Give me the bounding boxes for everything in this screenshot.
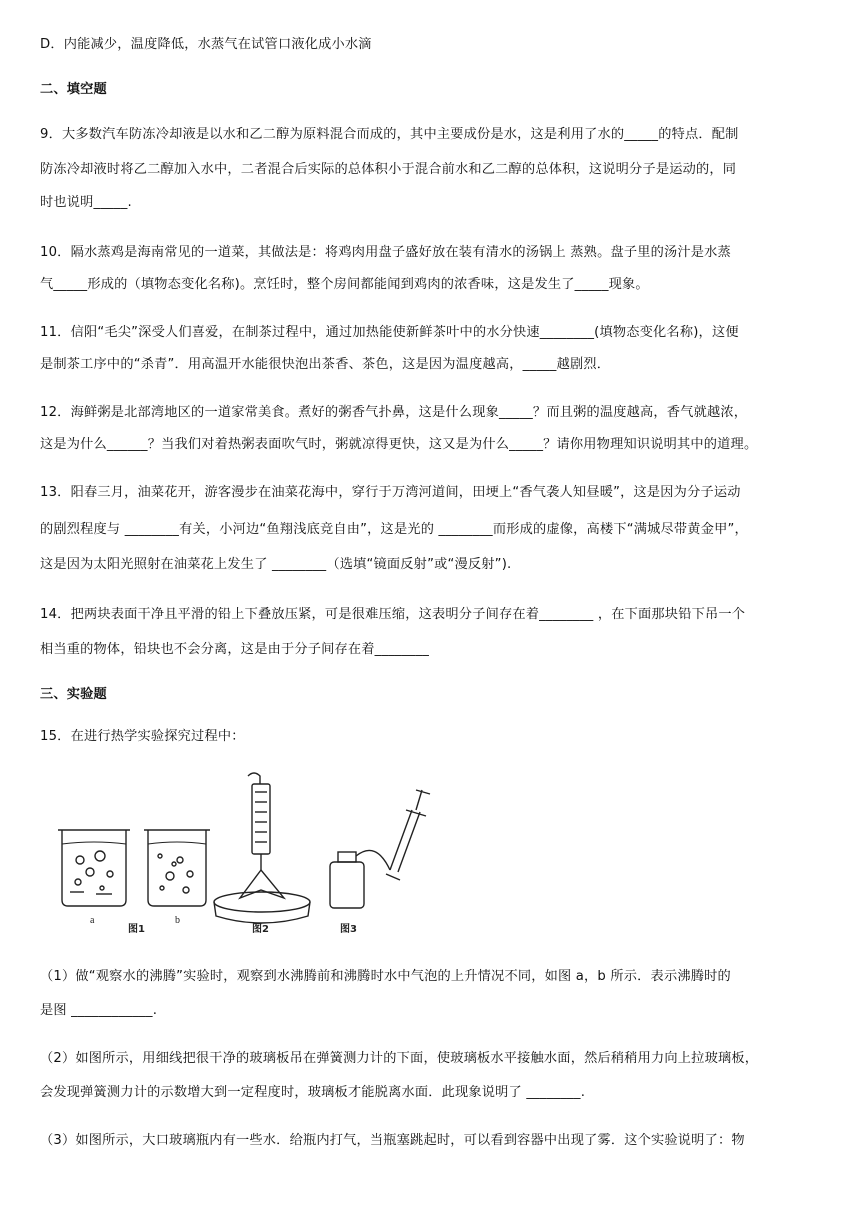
- section-heading-experiment: 三、实验题: [40, 687, 107, 702]
- option-d: D．内能减少，温度降低，水蒸气在试管口液化成小水滴: [40, 37, 372, 52]
- beaker-a: [58, 830, 130, 906]
- q12-line-2: 这是为什么______？当我们对着热粥表面吹气时，粥就凉得更快，这又是为什么_____？请你用物理知识说明其中的道理。: [40, 437, 758, 452]
- q12-line-1: 12．海鲜粥是北部湾地区的一道家常美食。煮好的粥香气扑鼻，这是什么现象_____？而且粥的温度越高，香气就越浓，: [40, 405, 748, 420]
- q9-line-3: 时也说明_____.: [40, 195, 132, 210]
- caption-fig3: 图3: [340, 924, 357, 935]
- q11-line-2: 是制茶工序中的“杀青”．用高温开水能很快泡出茶香、茶色，这是因为温度越高，_____越剧烈．: [40, 357, 611, 372]
- label-a: a: [90, 915, 95, 926]
- bottle-pump-setup: [330, 790, 430, 908]
- beaker-b: [144, 830, 210, 906]
- label-b: b: [175, 915, 180, 926]
- q11-line-1: 11．信阳“毛尖”深受人们喜爱，在制茶过程中，通过加热能使新鲜茶叶中的水分快速________(填物态变化名称)，这便: [40, 325, 739, 340]
- q10-line-2: 气_____形成的（填物态变化名称)。烹饪时，整个房间都能闻到鸡肉的浓香味，这是发生了_____现象。: [40, 277, 649, 292]
- q9-line-2: 防冻冷却液时将乙二醇加入水中，二者混合后实际的总体积小于混合前水和乙二醇的总体积，这说明分子是运动的，同: [40, 162, 737, 177]
- sub3-line-1: （3）如图所示，大口玻璃瓶内有一些水．给瓶内打气，当瓶塞跳起时，可以看到容器中出现了雾．这个实验说明了：物: [40, 1133, 745, 1148]
- q13-line-2: 的剧烈程度与 ________有关，小河边“鱼翔浅底竞自由”，这是光的 ________而形成的虚像，高楼下“满城尽带黄金甲”，: [40, 522, 748, 537]
- experiment-figure-svg: [40, 770, 460, 940]
- section-heading-fill-in: 二、填空题: [40, 82, 107, 97]
- q14-line-2: 相当重的物体，铅块也不会分离，这是由于分子间存在着________: [40, 642, 430, 657]
- sub2-line-2: 会发现弹簧测力计的示数增大到一定程度时，玻璃板才能脱离水面．此现象说明了 ________.: [40, 1085, 586, 1100]
- q13-line-3: 这是因为太阳光照射在油菜花上发生了 ________（选填“镜面反射”或“漫反射”).: [40, 557, 512, 572]
- sub2-line-1: （2）如图所示，用细线把很干净的玻璃板吊在弹簧测力计的下面，使玻璃板水平接触水面，然后稍稍用力向上拉玻璃板，: [40, 1051, 759, 1066]
- q14-line-1: 14．把两块表面干净且平滑的铅上下叠放压紧，可是很难压缩，这表明分子间存在着________ ，在下面那块铅下吊一个: [40, 607, 746, 622]
- caption-fig2: 图2: [252, 924, 269, 935]
- spring-balance-setup: [214, 773, 310, 923]
- caption-fig1: 图1: [128, 924, 145, 935]
- q10-line-1: 10．隔水蒸鸡是海南常见的一道菜，其做法是：将鸡肉用盘子盛好放在装有清水的汤锅上 蒸熟。盘子里的汤汁是水蒸: [40, 245, 731, 260]
- sub1-line-1: （1）做“观察水的沸腾”实验时，观察到水沸腾前和沸腾时水中气泡的上升情况不同，如图 a，b 所示．表示沸腾时的: [40, 969, 731, 984]
- q9-line-1: 9．大多数汽车防冻冷却液是以水和乙二醇为原料混合而成的，其中主要成份是水，这是利用了水的_____的特点．配制: [40, 127, 739, 142]
- sub1-line-2: 是图 ____________.: [40, 1003, 158, 1018]
- q15-intro: 15．在进行热学实验探究过程中：: [40, 729, 245, 744]
- q13-line-1: 13．阳春三月，油菜花开，游客漫步在油菜花海中，穿行于万湾河道间，田埂上“香气袭人知昼暖”，这是因为分子运动: [40, 485, 741, 500]
- experiment-figure: [40, 770, 460, 940]
